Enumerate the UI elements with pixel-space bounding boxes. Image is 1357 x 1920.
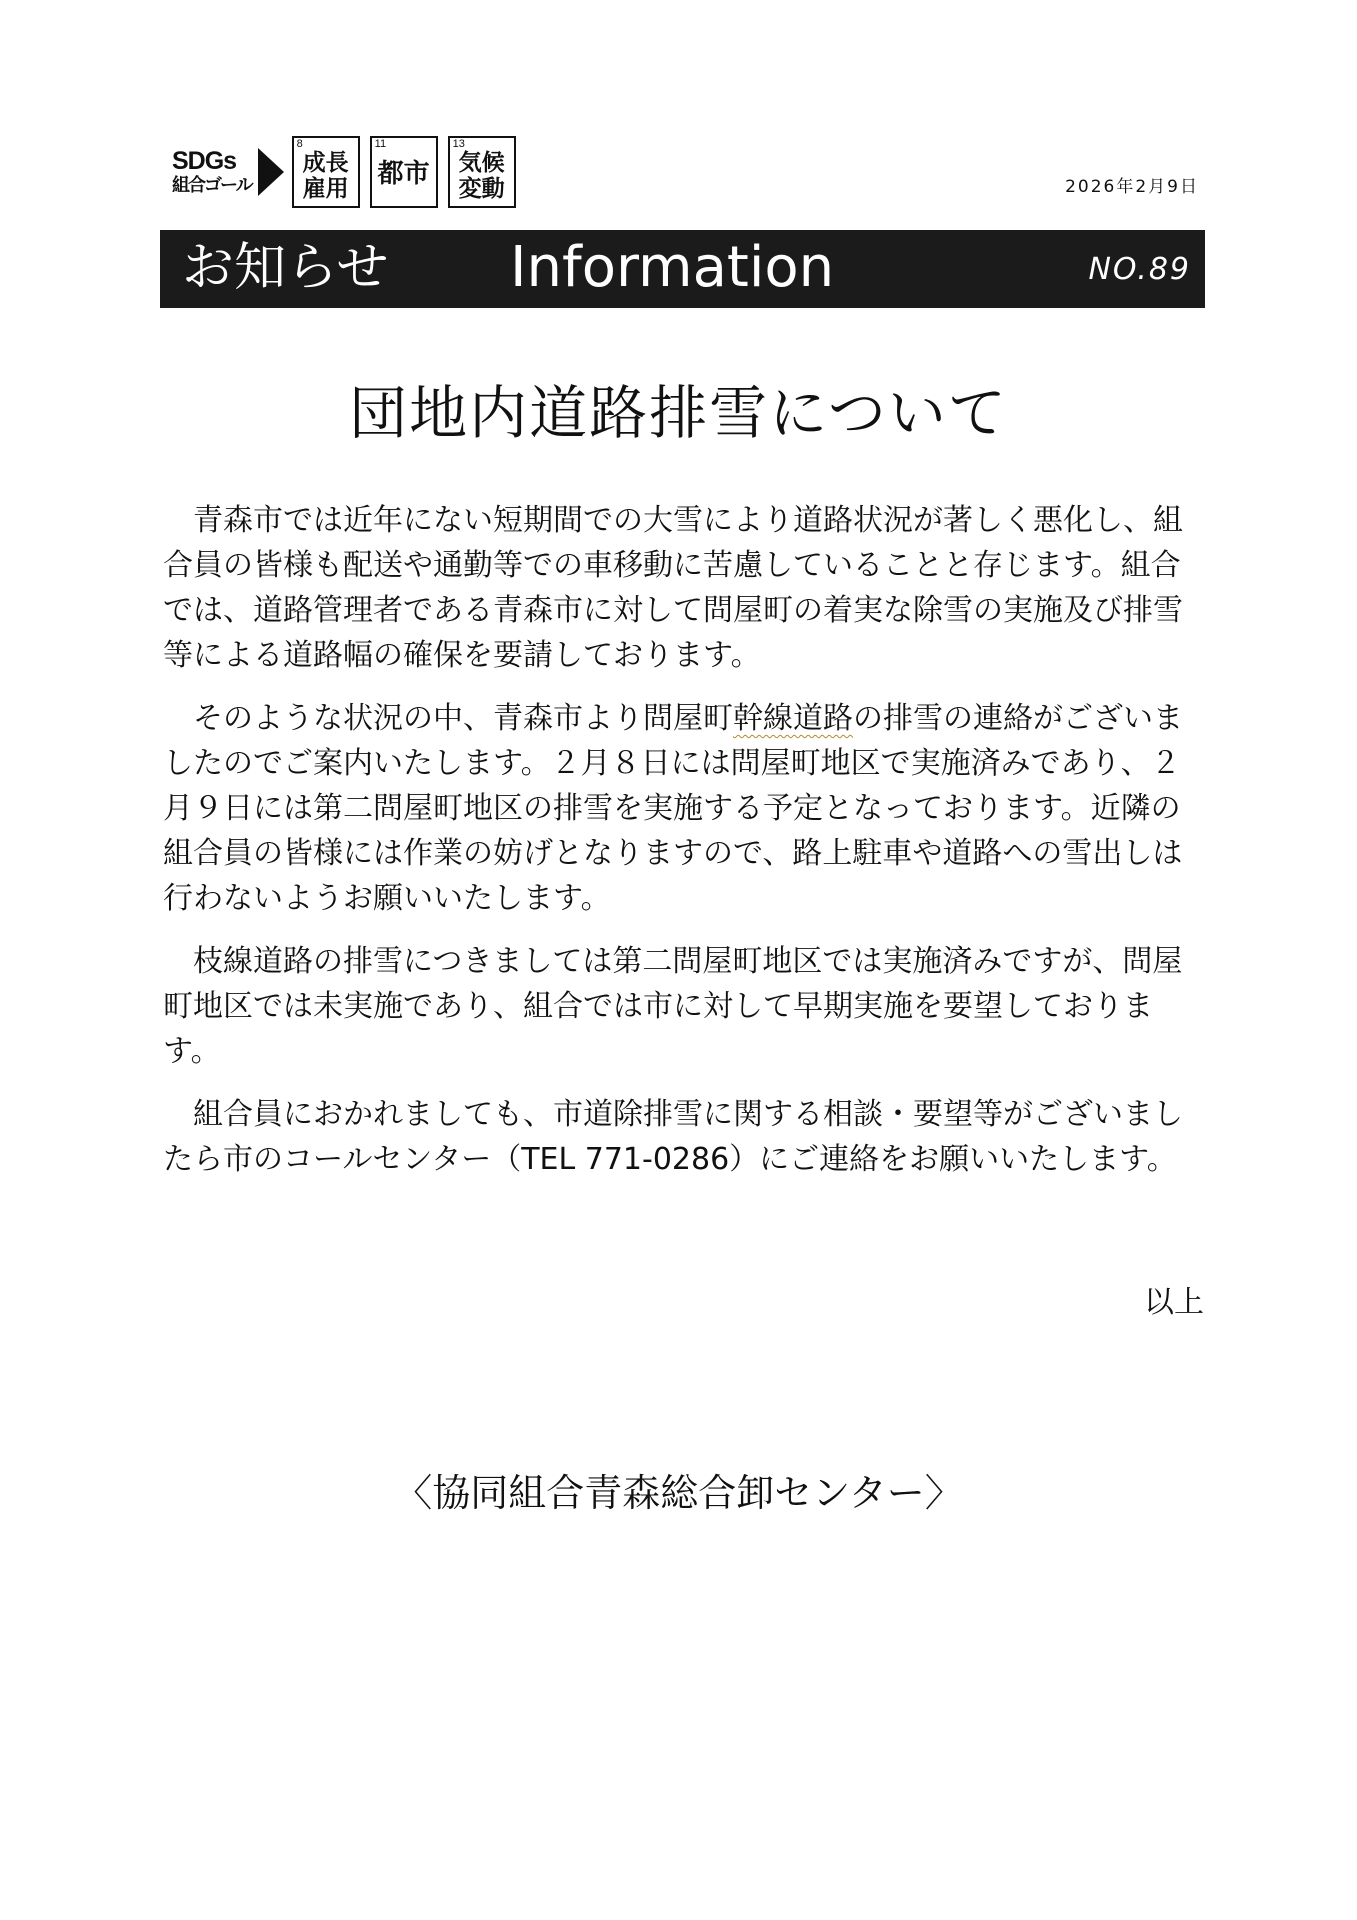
- info-banner: [160, 230, 1205, 308]
- sdgs-goal-13: [448, 136, 516, 208]
- paragraph-1: 青森市では近年にない短期間での大雪により道路状況が著しく悪化し、組合員の皆様も配送や通勤等での車移動に苦慮していることと存じます。組合では、道路管理者である青森市に対して問屋町の着実な除雪の実施及び排雪等による道路幅の確保を要請しております。: [163, 503, 1183, 673]
- notice-body: [163, 498, 1207, 1200]
- issue-number: NO.89: [1088, 252, 1191, 287]
- sdgs-goals: [172, 134, 526, 210]
- sdgs-label: [172, 149, 252, 195]
- sdgs-goal-11: [370, 136, 438, 208]
- goal-number: 8: [296, 138, 303, 150]
- sdgs-label-bottom: 組合ゴール: [172, 175, 252, 196]
- goal-text: 都市: [377, 159, 430, 190]
- paragraph-3: 枝線道路の排雪につきましては第二問屋町地区では実施済みですが、問屋町地区では未実施であり、組合では市に対して早期実施を要望しております。: [163, 944, 1183, 1069]
- paragraph-4: 組合員におかれましても、市道除排雪に関する相談・要望等がございましたら市のコールセンター（TEL 771-0286）にご連絡をお願いいたします。: [163, 1097, 1183, 1177]
- goal-text: 成長雇用: [302, 149, 349, 202]
- goal-number: 11: [374, 138, 387, 150]
- paragraph-2-emphasis: 幹線道路: [733, 701, 853, 736]
- goal-text: 気候変動: [458, 149, 505, 202]
- paragraph-2: [163, 696, 1207, 921]
- paragraph-2-part-2: の排雪の連絡がございましたのでご案内いたします。２月８日には問屋町地区で実施済みであり、２月９日には第二問屋町地区の排雪を実施する予定となっております。近隣の組合員の皆様には作業の妨げとなりますので、路上駐車や道路への雪出しは行わないようお願いいたします。: [163, 701, 1183, 916]
- page-title: 団地内道路排雪について: [349, 379, 1008, 447]
- paragraph-2-part-1: そのような状況の中、青森市より問屋町: [193, 701, 733, 736]
- organization-name: 〈協同組合青森総合卸センター〉: [394, 1471, 963, 1515]
- issue-date: 2026年2月9日: [1065, 177, 1199, 197]
- banner-information-label: Information: [510, 235, 835, 300]
- sdgs-goal-8: [292, 136, 360, 208]
- sdgs-label-top: SDGs: [172, 147, 237, 175]
- arrow-right-icon: [258, 148, 284, 196]
- goal-number: 13: [452, 138, 465, 150]
- closing-mark: 以上: [1144, 1285, 1204, 1320]
- banner-notice-label: お知らせ: [182, 238, 389, 298]
